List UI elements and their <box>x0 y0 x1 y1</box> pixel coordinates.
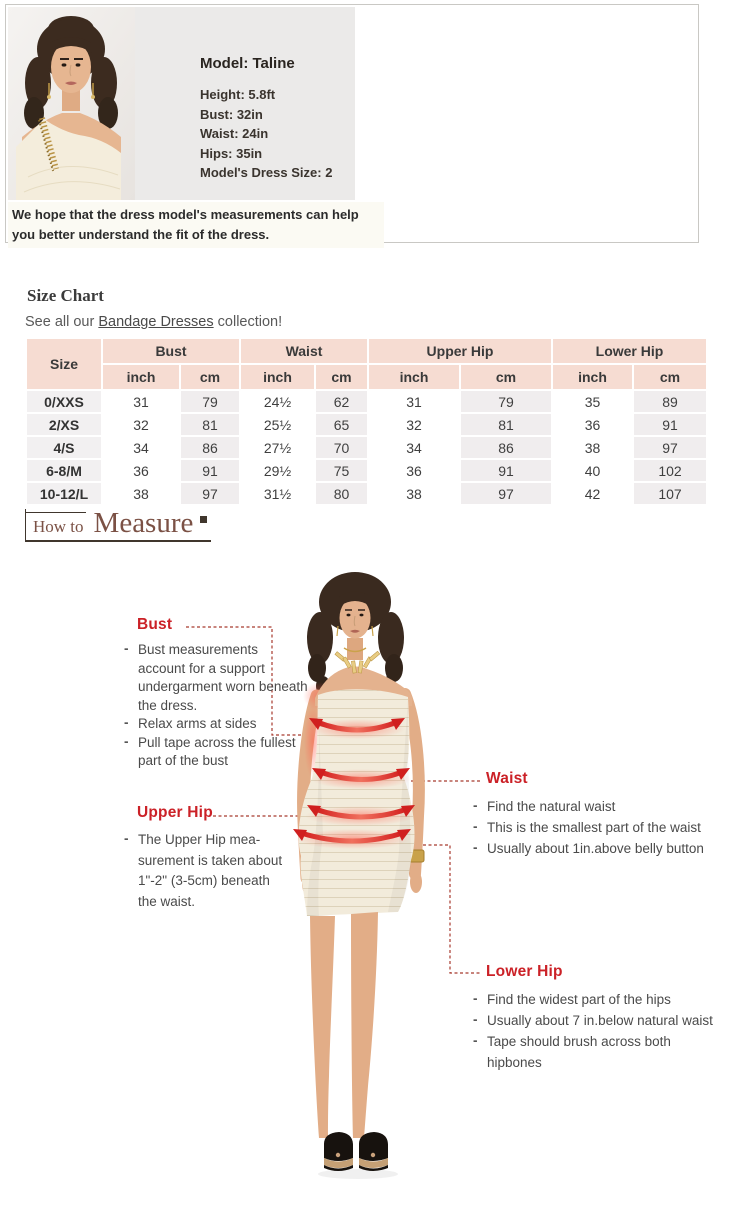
lower-hip-label: Lower Hip <box>486 963 563 980</box>
value-cell: 25½ <box>241 414 314 435</box>
value-cell: 32 <box>369 414 459 435</box>
figure-head <box>337 592 373 661</box>
value-cell: 86 <box>461 437 551 458</box>
lower-hip-bullet-list <box>471 989 719 1073</box>
value-cell: 31½ <box>241 483 314 504</box>
lower-hip-bullet: - Find the widest part of the hips <box>471 989 719 1010</box>
value-cell: 40 <box>553 460 632 481</box>
bust-group-header: Bust <box>103 339 239 363</box>
unit-header: inch <box>103 365 179 389</box>
table-row <box>27 437 706 458</box>
table-row <box>27 391 706 412</box>
model-photo <box>8 7 135 200</box>
size-cell: 6-8/M <box>27 460 101 481</box>
value-cell: 65 <box>316 414 367 435</box>
value-cell: 34 <box>369 437 459 458</box>
value-cell: 79 <box>181 391 239 412</box>
model-stat-dress-size: Model's Dress Size: 2 <box>200 165 333 180</box>
table-header-groups <box>27 339 706 363</box>
size-column-header: Size <box>27 339 101 389</box>
model-stat-waist: Waist: 24in <box>200 126 269 141</box>
unit-header: inch <box>369 365 459 389</box>
model-caption: We hope that the dress model's measurements can help you better understand the fit of the dress. <box>8 202 384 248</box>
value-cell: 91 <box>181 460 239 481</box>
upper-hip-label: Upper Hip <box>137 804 213 821</box>
value-cell: 32 <box>103 414 179 435</box>
value-cell: 38 <box>369 483 459 504</box>
measure-model-figure <box>293 556 458 1201</box>
value-cell: 91 <box>461 460 551 481</box>
model-stat-height: Height: 5.8ft <box>200 87 276 102</box>
size-cell: 10-12/L <box>27 483 101 504</box>
value-cell: 38 <box>553 437 632 458</box>
model-info-box <box>5 4 699 243</box>
value-cell: 81 <box>181 414 239 435</box>
model-stat-bust: Bust: 32in <box>200 106 263 122</box>
waist-bullet-list <box>471 796 719 859</box>
value-cell: 75 <box>316 460 367 481</box>
table-row <box>27 460 706 481</box>
value-cell: 31 <box>369 391 459 412</box>
lower-hip-bullet: - Tape should brush across both hipbones <box>471 1031 719 1073</box>
unit-header: cm <box>181 365 239 389</box>
table-header-units <box>27 365 706 389</box>
see-all-prefix: See all our <box>25 314 99 330</box>
value-cell: 62 <box>316 391 367 412</box>
value-cell: 36 <box>103 460 179 481</box>
size-chart-table <box>25 337 708 506</box>
how-to-label: How to <box>26 512 86 540</box>
table-row <box>27 483 706 504</box>
square-bullet-icon <box>200 516 207 523</box>
waist-bullet: - Find the natural waist <box>471 796 719 817</box>
value-cell: 97 <box>181 483 239 504</box>
figure-legs <box>310 912 378 1138</box>
size-cell: 0/XXS <box>27 391 101 412</box>
waist-bullet: - Usually about 1in.above belly button <box>471 838 719 859</box>
value-cell: 81 <box>461 414 551 435</box>
value-cell: 70 <box>316 437 367 458</box>
value-cell: 24½ <box>241 391 314 412</box>
upper-hip-group-header: Upper Hip <box>369 339 551 363</box>
value-cell: 80 <box>316 483 367 504</box>
upper-hip-bullet: - The Upper Hip mea- surement is taken about 1"-2" (3-5cm) beneath the waist. <box>122 830 287 912</box>
bust-bullet: - Pull tape across the fullest part of the bust <box>122 734 308 771</box>
bandage-dresses-link[interactable]: Bandage Dresses <box>98 314 214 330</box>
measure-label: Measure <box>93 507 194 539</box>
unit-header: cm <box>316 365 367 389</box>
value-cell: 102 <box>634 460 706 481</box>
value-cell: 79 <box>461 391 551 412</box>
waist-group-header: Waist <box>241 339 367 363</box>
size-chart-heading: Size Chart <box>27 286 104 305</box>
table-row <box>27 414 706 435</box>
value-cell: 34 <box>103 437 179 458</box>
how-to-measure-heading <box>25 509 211 542</box>
value-cell: 36 <box>553 414 632 435</box>
value-cell: 107 <box>634 483 706 504</box>
size-cell: 2/XS <box>27 414 101 435</box>
model-stats-panel <box>135 7 355 200</box>
lower-hip-group-header: Lower Hip <box>553 339 706 363</box>
value-cell: 97 <box>634 437 706 458</box>
unit-header: cm <box>634 365 706 389</box>
value-cell: 29½ <box>241 460 314 481</box>
bust-bullet-list <box>122 641 308 771</box>
value-cell: 35 <box>553 391 632 412</box>
see-all-suffix: collection! <box>213 314 283 330</box>
size-cell: 4/S <box>27 437 101 458</box>
waist-bullet: - This is the smallest part of the waist <box>471 817 719 838</box>
value-cell: 91 <box>634 414 706 435</box>
bust-label: Bust <box>137 616 173 633</box>
value-cell: 38 <box>103 483 179 504</box>
value-cell: 36 <box>369 460 459 481</box>
value-cell: 86 <box>181 437 239 458</box>
value-cell: 31 <box>103 391 179 412</box>
shoes <box>318 1132 398 1179</box>
waist-label: Waist <box>486 770 528 787</box>
model-title: Model: Taline <box>200 55 295 72</box>
unit-header: cm <box>461 365 551 389</box>
value-cell: 97 <box>461 483 551 504</box>
value-cell: 42 <box>553 483 632 504</box>
upper-hip-bullet-list <box>122 830 287 912</box>
lower-hip-bullet: - Usually about 7 in.below natural waist <box>471 1010 719 1031</box>
model-stat-hips: Hips: 35in <box>200 145 263 161</box>
unit-header: inch <box>553 365 632 389</box>
value-cell: 89 <box>634 391 706 412</box>
model-stats-list <box>200 85 332 183</box>
value-cell: 27½ <box>241 437 314 458</box>
unit-header: inch <box>241 365 314 389</box>
bust-bullet: - Bust measurements account for a support undergarment worn beneath the dress. <box>122 641 308 715</box>
bust-bullet: - Relax arms at sides <box>122 715 308 734</box>
see-all-line <box>25 314 282 330</box>
